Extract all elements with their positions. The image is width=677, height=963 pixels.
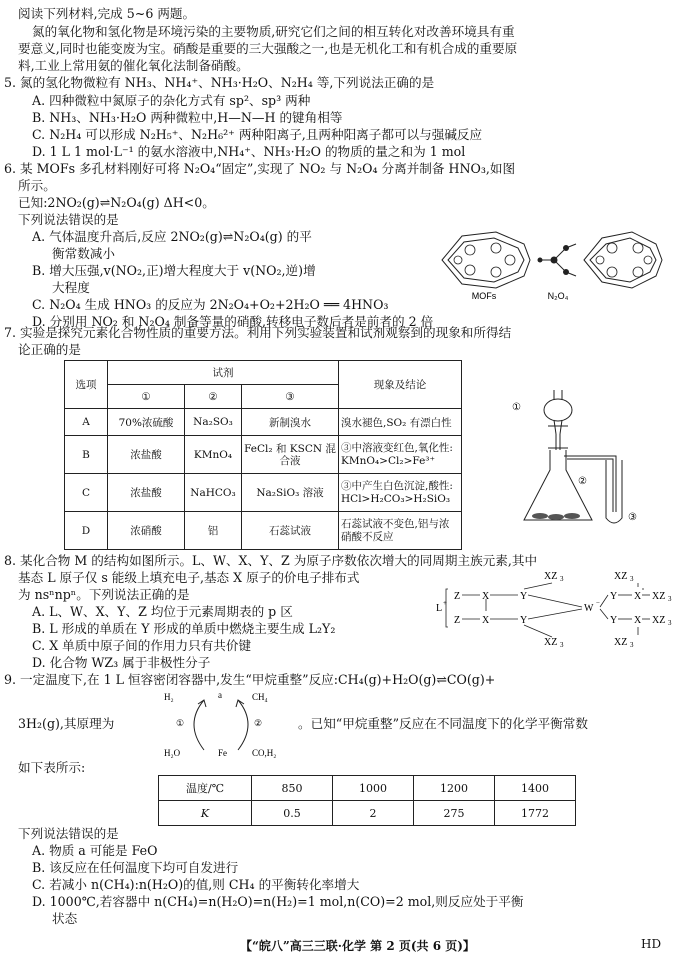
table-header: 温度/℃ [159, 776, 252, 801]
label-ch4: CH₄ [252, 692, 268, 702]
table-cell: 2 [333, 801, 414, 826]
table-cell: NaHCO₃ [185, 474, 242, 512]
q6-stem-cont: 所示。 [18, 178, 56, 193]
table-cell: 0.5 [252, 801, 333, 826]
svg-text:Y: Y [520, 591, 528, 602]
table-row [159, 776, 576, 801]
q8-option-b: B. L 形成的单质在 Y 形成的单质中燃烧主要生成 L₂Y₂ [32, 621, 336, 636]
table-cell: D [65, 512, 108, 550]
q7-table [64, 360, 462, 550]
q7-stem-cont: 论正确的是 [18, 342, 81, 357]
label-a: a [218, 690, 222, 700]
table-header: ③ [242, 385, 339, 409]
label-1: ① [512, 402, 521, 413]
q6-option-b-cont: 大程度 [52, 280, 90, 295]
svg-text:+: + [443, 599, 447, 607]
svg-text:Z: Z [454, 591, 461, 602]
svg-text:L: L [436, 603, 443, 614]
q9-option-c: C. 若减小 n(CH₄):n(H₂O)的值,则 CH₄ 的平衡转化率增大 [32, 877, 360, 892]
result-line: ③中产生白色沉淀,酸性: [341, 479, 453, 492]
q8-option-c: C. X 单质中原子间的作用力只有共价键 [32, 638, 252, 653]
label-fe: Fe [218, 748, 227, 758]
page-footer: 【“皖八”高三三联·化学 第 2 页(共 6 页)】 [240, 939, 475, 953]
svg-text:Z: Z [454, 615, 461, 626]
q9-option-b: B. 该反应在任何温度下均可自发进行 [32, 860, 239, 875]
table-cell: 70%浓硫酸 [108, 409, 185, 436]
table-cell [339, 474, 462, 512]
q6-ask: 下列说法错误的是 [18, 212, 119, 227]
svg-text:Y: Y [520, 615, 528, 626]
compound-m-structure [432, 567, 672, 655]
q6-given: 已知:2NO₂(g)⇌N₂O₄(g) ΔH<0。 [18, 195, 215, 210]
q9-option-d-cont: 状态 [52, 911, 78, 926]
table-cell: 浓盐酸 [108, 436, 185, 474]
q8-stem: 8. 某化合物 M 的结构如图所示。L、W、X、Y、Z 为原子序数依次增大的同周期主族元素,其中 [4, 553, 538, 568]
svg-text:X: X [482, 591, 490, 602]
table-header: K [159, 801, 252, 826]
svg-text:XZ: XZ [614, 571, 628, 582]
table-row [65, 409, 462, 436]
q9-equilibrium-table [158, 775, 576, 826]
q6-option-b: B. 增大压强,v(NO₂,正)增大程度大于 v(NO₂,逆)增 [32, 263, 316, 278]
table-cell: 浓盐酸 [108, 474, 185, 512]
q5-option-b: B. NH₃、NH₃·H₂O 两种微粒中,H—N—H 的键角相等 [32, 110, 343, 125]
table-cell: KMnO₄ [185, 436, 242, 474]
table-cell: 850 [252, 776, 333, 801]
label-2: ② [578, 476, 587, 487]
table-cell: 1000 [333, 776, 414, 801]
q9-stem: 9. 一定温度下,在 1 L 恒容密闭容器中,发生“甲烷重整”反应:CH₄(g)+H₂O(g)⇌CO(g)+ [4, 672, 496, 687]
table-cell: 1772 [495, 801, 576, 826]
table-cell: A [65, 409, 108, 436]
table-row [159, 801, 576, 826]
table-row [65, 436, 462, 474]
table-header: 现象及结论 [339, 361, 462, 409]
q9-stem-cont: 如下表所示: [18, 760, 86, 775]
table-cell: 浓硝酸 [108, 512, 185, 550]
svg-text:3: 3 [668, 595, 672, 603]
q9-stem-cont: 3H₂(g),其原理为 [18, 716, 115, 731]
n2o4-label: N₂O₄ [547, 291, 569, 300]
material-text-line: 氮的氧化物和氢化物是环境污染的主要物质,研究它们之间的相互转化对改善环境具有重 [32, 24, 515, 39]
q9-option-a: A. 物质 a 可能是 FeO [32, 843, 158, 858]
q8-option-a: A. L、W、X、Y、Z 均位于元素周期表的 p 区 [32, 604, 293, 619]
result-line: 石蕊试液不变色,铝与浓 [341, 517, 450, 530]
result-line: 硝酸不反应 [341, 530, 394, 543]
table-cell: Na₂SiO₃ 溶液 [242, 474, 339, 512]
svg-text:XZ: XZ [652, 615, 666, 626]
svg-text:3: 3 [668, 619, 672, 627]
svg-text:3: 3 [630, 641, 634, 649]
q5-option-a: A. 四种微粒中氮原子的杂化方式有 sp²、sp³ 两种 [32, 93, 311, 108]
q6-option-a-cont: 衡常数减小 [52, 246, 115, 261]
table-cell: FeCl₂ 和 KSCN 混合液 [242, 436, 339, 474]
label-step2: ② [254, 718, 263, 728]
table-cell: 1200 [414, 776, 495, 801]
label-co-h2: CO,H₂ [252, 748, 277, 758]
svg-text:X: X [634, 591, 642, 602]
table-cell: 铝 [185, 512, 242, 550]
q5-option-d: D. 1 L 1 mol·L⁻¹ 的氨水溶液中,NH₄⁺、NH₃·H₂O 的物质的量之和为 1 mol [32, 144, 466, 159]
result-line: KMnO₄>Cl₂>Fe³⁺ [341, 454, 436, 467]
material-text-line: 要意义,同时也能变废为宝。硝酸是重要的三大强酸之一,也是无机化工和有机合成的重要原 [18, 41, 518, 56]
table-cell: C [65, 474, 108, 512]
table-header: 选项 [65, 361, 108, 409]
table-cell [339, 436, 462, 474]
svg-text:X: X [634, 615, 642, 626]
table-header: ① [108, 385, 185, 409]
svg-text:W: W [584, 603, 594, 614]
q8-stem-cont: 为 nsⁿnpⁿ。下列说法正确的是 [18, 587, 190, 602]
svg-text:3: 3 [560, 641, 564, 649]
q6-option-a: A. 气体温度升高后,反应 2NO₂(g)⇌N₂O₄(g) 的平 [32, 229, 312, 244]
result-line: ③中溶液变红色,氧化性: [341, 441, 453, 454]
result-line: HCl>H₂CO₃>H₂SiO₃ [341, 492, 451, 505]
q9-stem-cont: 。已知“甲烷重整”反应在不同温度下的化学平衡常数 [298, 716, 588, 731]
q6-option-c: C. N₂O₄ 生成 HNO₃ 的反应为 2N₂O₄+O₂+2H₂O ══ 4HNO₃ [32, 297, 389, 312]
svg-text:3: 3 [560, 575, 564, 583]
label-step1: ① [176, 718, 185, 728]
svg-text:XZ: XZ [614, 637, 628, 648]
mofs-label: MOFs [471, 291, 497, 300]
svg-text:Y: Y [610, 615, 618, 626]
table-cell: 溴水褪色,SO₂ 有漂白性 [339, 409, 462, 436]
label-h2: H₂ [164, 692, 174, 702]
svg-text:−: − [596, 599, 600, 607]
apparatus-figure [510, 380, 670, 532]
table-row [65, 474, 462, 512]
q8-option-d: D. 化合物 WZ₃ 属于非极性分子 [32, 655, 211, 670]
q6-option-d: D. 分别用 NO₂ 和 N₂O₄ 制备等量的硝酸,转移电子数后者是前者的 2 倍 [32, 314, 434, 329]
label-3: ③ [628, 512, 637, 523]
q8-stem-cont: 基态 L 原子仅 s 能级上填充电子,基态 X 原子的价电子排布式 [18, 570, 360, 585]
material-heading: 阅读下列材料,完成 5~6 两题。 [18, 6, 196, 21]
svg-text:Y: Y [610, 591, 618, 602]
mofs-figure [436, 220, 668, 300]
label-h2o: H₂O [164, 748, 181, 758]
table-cell: B [65, 436, 108, 474]
reforming-cycle-figure [160, 690, 298, 758]
q9-ask: 下列说法错误的是 [18, 826, 119, 841]
q9-option-d: D. 1000℃,若容器中 n(CH₄)=n(H₂O)=n(H₂)=1 mol,n(CO)=2 mol,则反应处于平衡 [32, 894, 524, 909]
table-cell: 石蕊试液 [242, 512, 339, 550]
table-cell [339, 512, 462, 550]
table-cell: 新制溴水 [242, 409, 339, 436]
q7-stem: 7. 实验是探究元素化合物性质的重要方法。利用下列实验装置和试剂观察到的现象和所得结 [4, 325, 512, 340]
svg-text:3: 3 [630, 575, 634, 583]
table-row [65, 512, 462, 550]
table-cell: 275 [414, 801, 495, 826]
svg-text:X: X [482, 615, 490, 626]
table-cell: 1400 [495, 776, 576, 801]
svg-text:XZ: XZ [652, 591, 666, 602]
q5-option-c: C. N₂H₄ 可以形成 N₂H₅⁺、N₂H₆²⁺ 两种阳离子,且两种阳离子都可以与强碱反应 [32, 127, 483, 142]
paper-code: HD [641, 937, 662, 951]
q5-stem: 5. 氮的氢化物微粒有 NH₃、NH₄⁺、NH₃·H₂O、N₂H₄ 等,下列说法正确的是 [4, 75, 435, 90]
table-header: ② [185, 385, 242, 409]
q6-stem: 6. 某 MOFs 多孔材料刚好可将 N₂O₄“固定”,实现了 NO₂ 与 N₂O₄ 分离并制备 HNO₃,如图 [4, 161, 516, 176]
table-cell: Na₂SO₃ [185, 409, 242, 436]
table-header: 试剂 [108, 361, 339, 385]
svg-text:XZ: XZ [544, 571, 558, 582]
material-text-line: 料,工业上常用氨的催化氧化法制备硝酸。 [18, 58, 249, 73]
svg-text:XZ: XZ [544, 637, 558, 648]
